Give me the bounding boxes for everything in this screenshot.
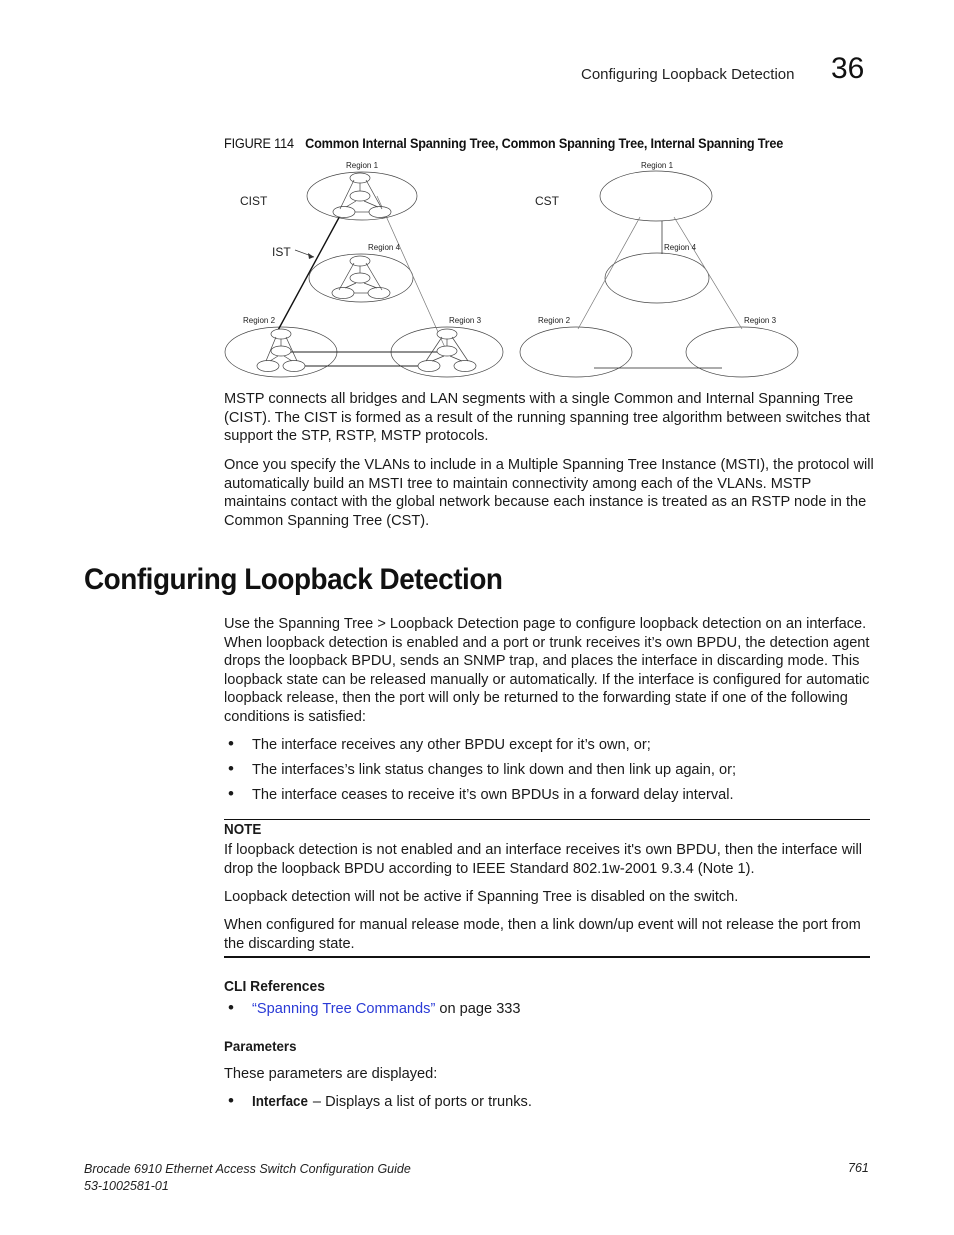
page-number: 761 [848,1161,869,1175]
figure-caption [224,136,783,151]
footer-document-title: Brocade 6910 Ethernet Access Switch Configuration Guide [84,1162,411,1176]
cli-references-list [224,1000,874,1019]
left-region3-label: Region 3 [449,316,482,325]
page-reference: on page 333 [435,1001,521,1017]
right-region1-ellipse [600,171,712,221]
section-paragraph: Use the Spanning Tree > Loopback Detection page to configure loopback detection on an interface. When loopback detection is enabled and a port or trunk receives it’s own BPDU, the detection agent drops the loopback BPDU, sends an SNMP trap, and places the interface in discarding mode. This loopback state can be released manually or automatically. If the interface is configured for automatic loopback release, then the port will only be returned to the forwarding state if one of the following conditions is satisfied: [224,616,870,725]
right-region4-label: Region 4 [664,243,697,252]
footer [84,1161,411,1195]
intro-paragraph-1: MSTP connects all bridges and LAN segments with a single Common and Internal Spanning Tree (CIST). The CIST is formed as a result of the running spanning tree algorithm between switches that support the STP, RSTP, MSTP protocols. [224,391,870,445]
right-region3-ellipse [686,327,798,377]
note-bottom-rule [224,956,870,958]
list-item: • The interface receives any other BPDU except for it’s own, or; [224,736,874,755]
right-region3-label: Region 3 [744,316,777,325]
list-item [224,1000,874,1019]
right-region2-label: Region 2 [538,316,571,325]
conditions-list [224,736,874,805]
left-region2-label: Region 2 [243,316,276,325]
right-region1-label: Region 1 [641,161,674,170]
parameter-description: – Displays a list of ports or trunks. [308,1094,532,1110]
parameters-intro: These parameters are displayed: [224,1066,438,1082]
list-item: • The interfaces’s link status changes to link down and then link up again, or; [224,761,874,780]
cist-label: CIST [240,194,268,208]
ist-label: IST [272,245,291,259]
list-item: • The interface ceases to receive it’s own BPDUs in a forward delay interval. [224,786,874,805]
note-heading: NOTE [224,822,262,838]
cli-references-heading: CLI References [224,979,325,995]
parameter-name: Interface [252,1094,308,1110]
spanning-tree-diagram [222,154,802,384]
intro-paragraph-2: Once you specify the VLANs to include in a Multiple Spanning Tree Instance (MSTI), the protocol will automatically build an MSTI tree to maintain connectivity among each of the VLANs. MSTP maintains contact with the global network because each instance is treated as an RSTP node in the Common Spanning Tree (CST). [224,457,874,529]
right-region2-ellipse [520,327,632,377]
footer-document-number: 53-1002581-01 [84,1179,169,1193]
cst-label: CST [535,194,559,208]
parameters-list [224,1093,874,1112]
parameters-heading: Parameters [224,1038,297,1054]
chapter-number: 36 [831,52,865,85]
list-item [224,1093,874,1112]
note-paragraph-1: If loopback detection is not enabled and an interface receives it's own BPDU, then the interface will drop the loopback BPDU according to IEEE Standard 802.1w-2001 9.3.4 (Note 1). [224,842,862,877]
section-title: Configuring Loopback Detection [84,563,503,596]
cist-link [277,212,342,332]
note-top-rule [224,819,870,820]
figure-title: Common Internal Spanning Tree, Common Spanning Tree, Internal Spanning Tree [305,136,784,151]
note-paragraph-2: Loopback detection will not be active if Spanning Tree is disabled on the switch. [224,889,739,905]
running-header-title: Configuring Loopback Detection [581,66,795,83]
left-region4-label: Region 4 [368,243,401,252]
figure-label: FIGURE 114 [224,136,294,151]
spanning-tree-commands-link[interactable]: “Spanning Tree Commands” [252,1001,436,1017]
note-paragraph-3: When configured for manual release mode, then a link down/up event will not release the port from the discarding state. [224,917,861,952]
left-region1-label: Region 1 [346,161,379,170]
right-region4-ellipse [605,253,709,303]
